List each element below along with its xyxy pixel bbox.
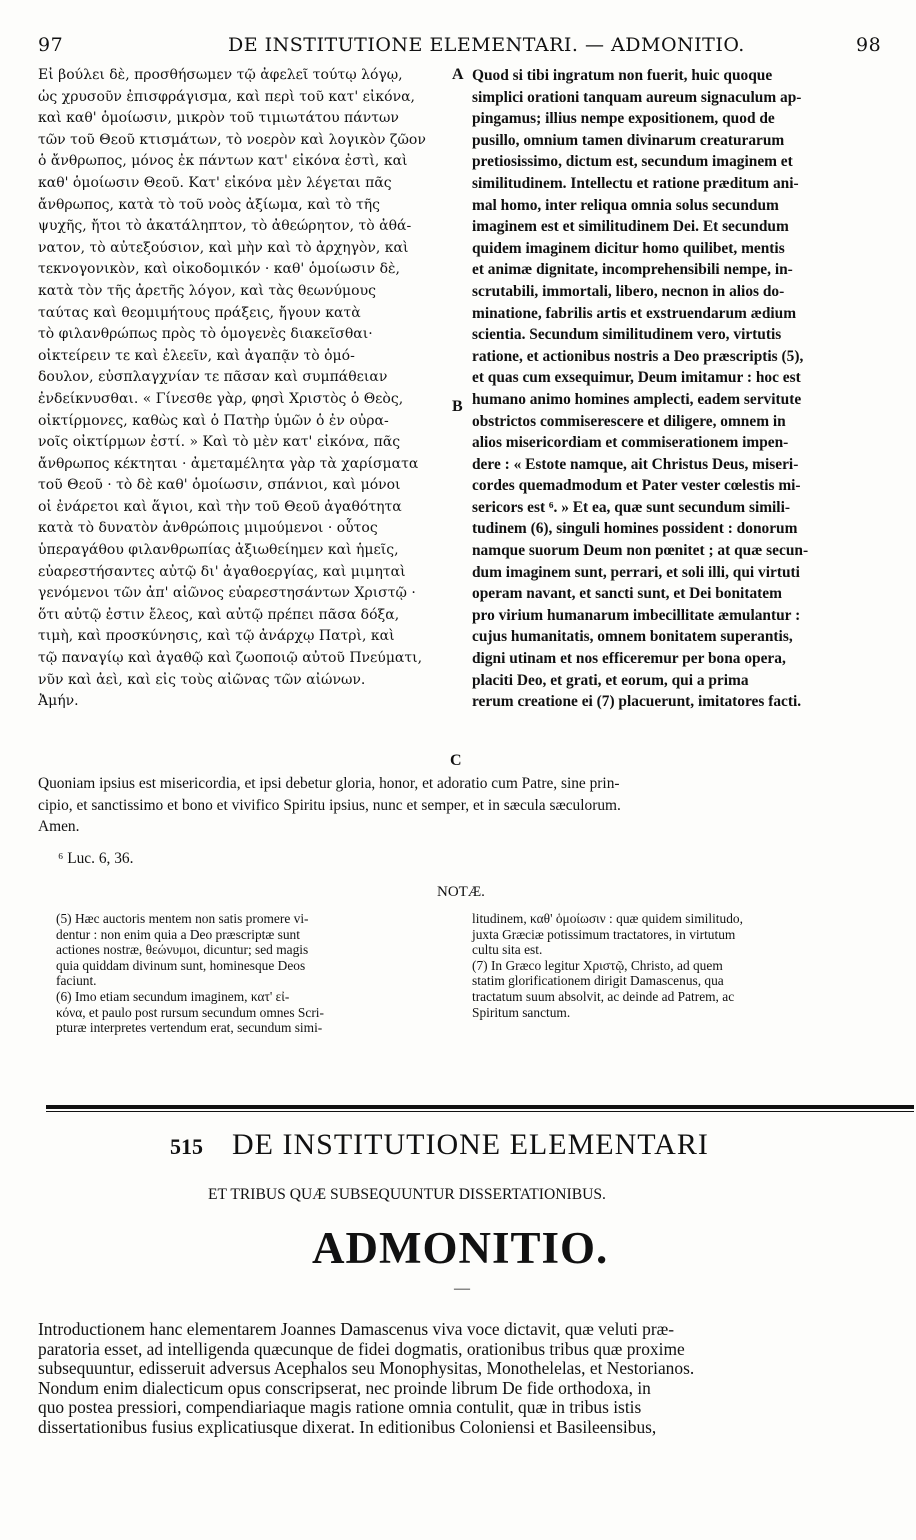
greek-line: νοῖς οἰκτίρμων ἐστί. » Καὶ τὸ μὲν κατ' εἰκόνα, πᾶς [38,434,401,451]
intro-line: quo postea pressiori, compendiariaque magis ratione omnia contulit, quæ in tribus istis [38,1397,642,1418]
latin-line: dum imaginem sunt, perrari, et soli illi, qui virtuti [472,563,800,581]
latin-line: minatione, fabrilis artis et exstruendarum ædium [472,304,797,322]
greek-line: τιμὴ, καὶ προσκύνησις, καὶ τῷ ἀνάρχῳ Πατρὶ, καὶ [38,628,395,645]
section-subtitle: ET TRIBUS QUÆ SUBSEQUUNTUR DISSERTATIONIBUS. [208,1186,606,1203]
latin-column [472,65,808,713]
intro-line: dissertationibus fusius explicatiusque dixerat. In editionibus Coloniensi et Basileensibus, [38,1416,657,1437]
greek-line: ψυχῆς, ἤτοι τὸ ἀκατάληπτον, τὸ ἀθεώρητον, τὸ ἀθά- [38,218,412,235]
greek-column [38,65,426,713]
latin-line: pusillo, omnium tamen divinarum creaturarum [472,131,785,149]
greek-line: ὑπεραγάθου φιλανθρωπίας ἀξιωθείημεν καὶ ἡμεῖς, [38,542,399,559]
latin-line: tudinem (6), singuli homines possident : donorum [472,520,798,538]
notes-right-column [472,911,743,1020]
greek-line: δουλον, εὐσπλαγχνίαν τε πᾶσαν καὶ συμπάθειαν [38,369,388,386]
greek-line: νῦν καὶ ἀεὶ, καὶ εἰς τοὺς αἰῶνας τῶν αἰώνων. [38,671,366,688]
latin-line: quidem imaginem dicitur homo quilibet, mentis [472,239,785,257]
note-right-line: litudinem, καθ' ὁμοίωσιν : quæ quidem similitudo, [472,911,743,926]
margin-letter-b: B [452,398,463,415]
greek-line: οἰκτίρμονες, καθὼς καὶ ὁ Πατὴρ ὑμῶν ὁ ἐν οὐρα- [38,412,389,429]
note-left-line: actiones nostræ, θεώνυμοι, dicuntur; sed magis [56,942,309,958]
intro-line: paratoria esset, ad intelligenda quæcunque de fidei dogmatis, orationibus tribus quæ proxime [38,1338,685,1359]
latin-line: namque suorum Deum non pœnitet ; at quæ secun- [472,542,809,560]
note-right-line: statim glorificationem dirigit Damascenus, qua [472,973,724,989]
latin-line: humano animo homines amplecti, eadem servitute [472,390,802,408]
latin-line: ratione, et actionibus nostris a Deo præscriptis (5), [472,347,804,365]
greek-line: ἄνθρωπος, κατὰ τὸ τοῦ νοὸς ἀξίωμα, καὶ τὸ τῆς [38,196,380,213]
greek-line: ἄνθρωπος κέκτηται · ἀμεταμέλητα γὰρ τὰ χαρίσματα [38,455,419,472]
heading-dash: — [454,1280,470,1297]
note-left-line: faciunt. [56,973,97,989]
latin-line: et quas cum exsequimur, Deum imitamur : hoc est [472,369,801,387]
note-right-line: cultu sita est. [472,942,543,958]
greek-line: γενόμενοι τῶν ἀπ' αἰῶνος εὐαρεστησάντων Χριστῷ · [38,585,416,602]
margin-letter-a: A [452,66,464,83]
section-rule-thick [46,1105,914,1109]
note-left-line: (5) Hæc auctoris mentem non satis promere vi- [56,911,309,926]
intro-line: Nondum enim dialecticum opus conscripserat, nec proinde librum De fide orthodoxa, in [38,1377,651,1398]
greek-line: νατον, τὸ αὐτεξούσιον, καὶ μὴν καὶ τὸ ἀρχηγὸν, καὶ [38,239,409,256]
note-left-line: quia quiddam divinum sunt, hominesque Deos [56,957,306,973]
latin-line: cordes quemadmodum et Pater vester cœlestis mi- [472,477,801,495]
latin-line: similitudinem. Intellectu et ratione præditum ani- [472,174,799,192]
section-rule-thin [46,1111,914,1112]
latin-line: simplici orationi tanquam aureum signaculum ap- [472,88,802,106]
greek-line: τὸ φιλανθρώπως πρὸς τὸ ὁμογενὲς διακεῖσθαι· [38,326,373,343]
full-width-line: Amen. [38,818,80,836]
greek-line: εὐαρεστήσαντες αὐτῷ δι' ἀγαθοεργίας, καὶ μιμηταὶ [38,563,406,580]
running-title: DE INSTITUTIONE ELEMENTARI. — ADMONITIO. [228,34,745,56]
greek-line: ὁ ἄνθρωπος, μόνος ἐκ πάντων κατ' εἰκόνα ἐστὶ, καὶ [38,153,408,170]
latin-line: scrutabili, immortali, libero, necnon in alios do- [472,282,785,300]
latin-line: sericors est ⁶. » Et ea, quæ sunt secundum simili- [472,498,790,516]
latin-line: mal homo, inter reliqua omnia solus secundum [472,196,779,214]
full-width-text [38,773,621,838]
latin-line: alios misericordiam et commiserationem impen- [472,434,789,452]
latin-line: operam navant, et sancti sunt, et Dei bonitatem [472,585,782,603]
latin-line: et animæ dignitate, incomprehensibili nempe, in- [472,261,793,279]
section-number: 515 [170,1134,203,1159]
greek-line: τοῦ Θεοῦ · τὸ δὲ καθ' ὁμοίωσιν, σπάνιοι, καὶ μόνοι [38,477,401,494]
page-number-right: 98 [856,34,882,56]
greek-line: καὶ καθ' ὁμοίωσιν, μικρὸν τοῦ τιμιωτάτου πάντων [38,110,399,127]
greek-line: τεκνογονικὸν, καὶ οἰκοδομικόν · καθ' ὁμοίωσιν δὲ, [38,261,400,278]
greek-line: τῶν τοῦ Θεοῦ κτισμάτων, τὸ νοερὸν καὶ λογικὸν ζῶον [38,131,426,148]
latin-line: pro virium humanarum imbecillitate æmulantur : [472,606,801,624]
latin-line: pretiosissimo, dictum est, secundum imaginem et [472,153,793,171]
section-title: DE INSTITUTIONE ELEMENTARI [232,1128,709,1161]
greek-line: καθ' ὁμοίωσιν Θεοῦ. Κατ' εἰκόνα μὲν λέγεται πᾶς [38,174,392,191]
greek-line: ὡς χρυσοῦν ἐπισφράγισμα, καὶ περὶ τοῦ κατ' εἰκόνα, [38,88,415,105]
full-width-line: cipio, et sanctissimo et bono et vivifico Spiritu ipsius, nunc et semper, et in sæcula sæculorum. [38,796,621,814]
latin-line: placiti Deo, et grati, et eorum, qui a prima [472,671,749,689]
note-left-line: (6) Imo etiam secundum imaginem, κατ' εἰ- [56,988,290,1004]
latin-line: cujus humanitatis, omnem bonitatem superantis, [472,628,793,646]
note-left-line: pturæ interpretes vertendum erat, secundum simi- [56,1020,323,1036]
latin-line: scientia. Secundum similitudinem vero, virtutis [472,326,782,344]
intro-paragraph [38,1320,694,1438]
latin-line: dere : « Estote namque, ait Christus Deus, miseri- [472,455,799,473]
greek-line: οἰκτείρειν τε καὶ ἐλεεῖν, καὶ ἀγαπᾷν τὸ ὁμό- [38,347,355,364]
margin-letter-c: C [450,752,462,769]
note-right-line: juxta Græciæ potissimum tractatores, in virtutum [472,926,736,942]
notes-left-column [56,911,324,1036]
footnote: ⁶ Luc. 6, 36. [58,850,134,867]
latin-line: digni utinam et nos efficeremur per bona opera, [472,650,786,668]
latin-line: imaginem est et similitudinem Dei. Et secundum [472,218,789,236]
greek-line: ὅτι αὐτῷ ἐστιν ἔλεος, καὶ αὐτῷ πρέπει πᾶσα δόξα, [38,606,400,623]
intro-line: Introductionem hanc elementarem Joannes Damascenus viva voce dictavit, quæ veluti præ- [38,1319,675,1339]
note-left-line: dentur : non enim quia a Deo præscriptæ sunt [56,926,300,942]
greek-line: τῷ παναγίῳ καὶ ἀγαθῷ καὶ ζωοποιῷ αὐτοῦ Πνεύματι, [38,650,423,667]
greek-line: κατὰ τὸν τῆς ἀρετῆς λόγον, καὶ τὰς θεωνύμους [38,282,376,299]
greek-line: Ἀμήν. [38,693,79,710]
greek-line: ἐνδείκνυσθαι. « Γίνεσθε γὰρ, φησὶ Χριστὸς ὁ Θεὸς, [38,390,404,407]
full-width-line: Quoniam ipsius est misericordia, et ipsi debetur gloria, honor, et adoratio cum Patre, sine prin- [38,775,620,792]
greek-line: κατὰ τὸ δυνατὸν ἀνθρώποις μιμούμενοι · οὗτος [38,520,378,537]
note-left-line: κόνα, et paulo post rursum secundum omnes Scri- [56,1004,324,1020]
note-right-line: tractatum suum absolvit, ac deinde ad Patrem, ac [472,988,735,1004]
latin-line: Quod si tibi ingratum non fuerit, huic quoque [472,67,773,84]
latin-line: rerum creatione ei (7) placuerunt, imitatores facti. [472,693,802,711]
page-number-left: 97 [38,34,64,56]
note-right-line: (7) In Græco legitur Χριστῷ, Christo, ad quem [472,957,723,973]
greek-line: Εἰ βούλει δὲ, προσθήσωμεν τῷ ἀφελεῖ τούτῳ λόγῳ, [38,67,403,83]
note-right-line: Spiritum sanctum. [472,1004,571,1020]
latin-line: obstrictos commiserescere et diligere, omnem in [472,412,786,430]
latin-line: pingamus; illius nempe expositionem, quod de [472,110,775,128]
greek-line: οἱ ἐνάρετοι καὶ ἅγιοι, καὶ τὴν τοῦ Θεοῦ ἀγαθότητα [38,498,402,515]
intro-line: subsequuntur, edisseruit adversus Acephalos seu Monophysitas, Monothelelas, et Nestorianos. [38,1358,695,1379]
greek-line: ταύτας καὶ θεομιμήτους πράξεις, ἤγουν κατὰ [38,304,361,321]
notes-title: NOTÆ. [437,884,485,900]
admonitio-heading: ADMONITIO. [312,1223,609,1273]
